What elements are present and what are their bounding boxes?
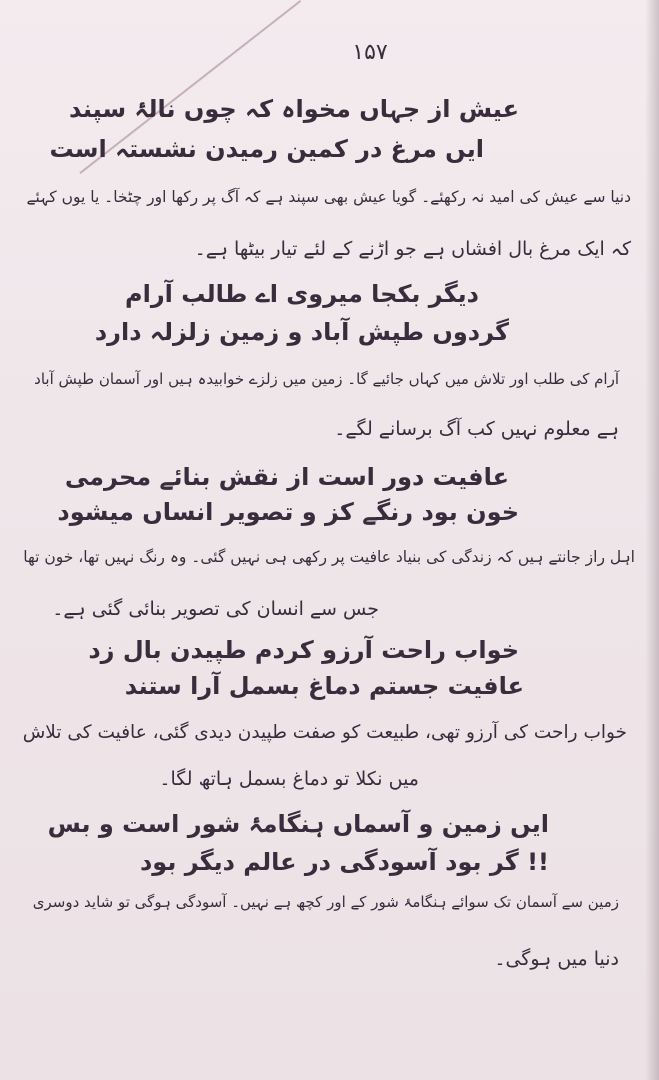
prose-line-1: دنیا سے عیش کی امید نہ رکھئے۔ گویا عیش بھی سپند ہے کہ آگ پر رکھا اور چٹخا۔ یا یوں کہئے [26,188,631,206]
prose-line-5: اہل راز جانتے ہیں کہ زندگی کی بنیاد عافیت پر رکھی ہی نہیں گئی۔ وہ رنگ نہیں تھا، خون تھا [23,548,635,566]
verse-line-7: خواب راحت آرزو کردم طپیدن بال زد [88,636,519,664]
prose-line-7: خواب راحت کی آرزو تھی، طبیعت کو صفت طپیدن دیدی گئی، عافیت کی تلاش [22,722,627,743]
prose-line-8: میں نکلا تو دماغ بسمل ہاتھ لگا۔ [159,768,419,790]
verse-line-4: گردوں طپش آباد و زمین زلزلہ دارد [94,318,509,346]
verse-line-1: عیش از جہاں مخواہ کہ چوں نالۂ سپند [69,95,519,123]
prose-line-4: ہے معلوم نہیں کب آگ برسانے لگے۔ [334,418,619,440]
page-edge-shadow [645,0,659,1080]
prose-line-3: آرام کی طلب اور تلاش میں کہاں جائیے گا۔ زمین میں زلزے خوابیدہ ہیں اور آسمان طپش آباد [34,370,619,388]
prose-line-6: جس سے انسان کی تصویر بنائی گئی ہے۔ [52,598,379,620]
prose-line-2: کہ ایک مرغ بال افشاں ہے جو اڑنے کے لئے تیار بیٹھا ہے۔ [194,238,631,260]
verse-line-8: عافیت جستم دماغ بسمل آرا ستند [124,672,524,700]
verse-line-5: عافیت دور است از نقش بنائے محرمی [64,463,509,491]
verse-line-9: ایں زمین و آسماں ہنگامۂ شور است و بس [47,810,549,838]
verse-line-10: !! گر بود آسودگی در عالم دیگر بود [139,848,549,876]
page-number: ۱۵۷ [352,40,388,65]
verse-line-2: ایں مرغ در کمین رمیدن نشستہ است [49,135,484,163]
prose-line-10: دنیا میں ہوگی۔ [494,948,619,970]
prose-line-9: زمین سے آسمان تک سوائے ہنگامۂ شور کے اور کچھ ہے نہیں۔ آسودگی ہوگی تو شاید دوسری [32,893,619,911]
verse-line-3: دیگر بکجا میروی اے طالب آرام [125,280,479,308]
verse-line-6: خون بود رنگے کز و تصویر انساں میشود [57,498,519,526]
